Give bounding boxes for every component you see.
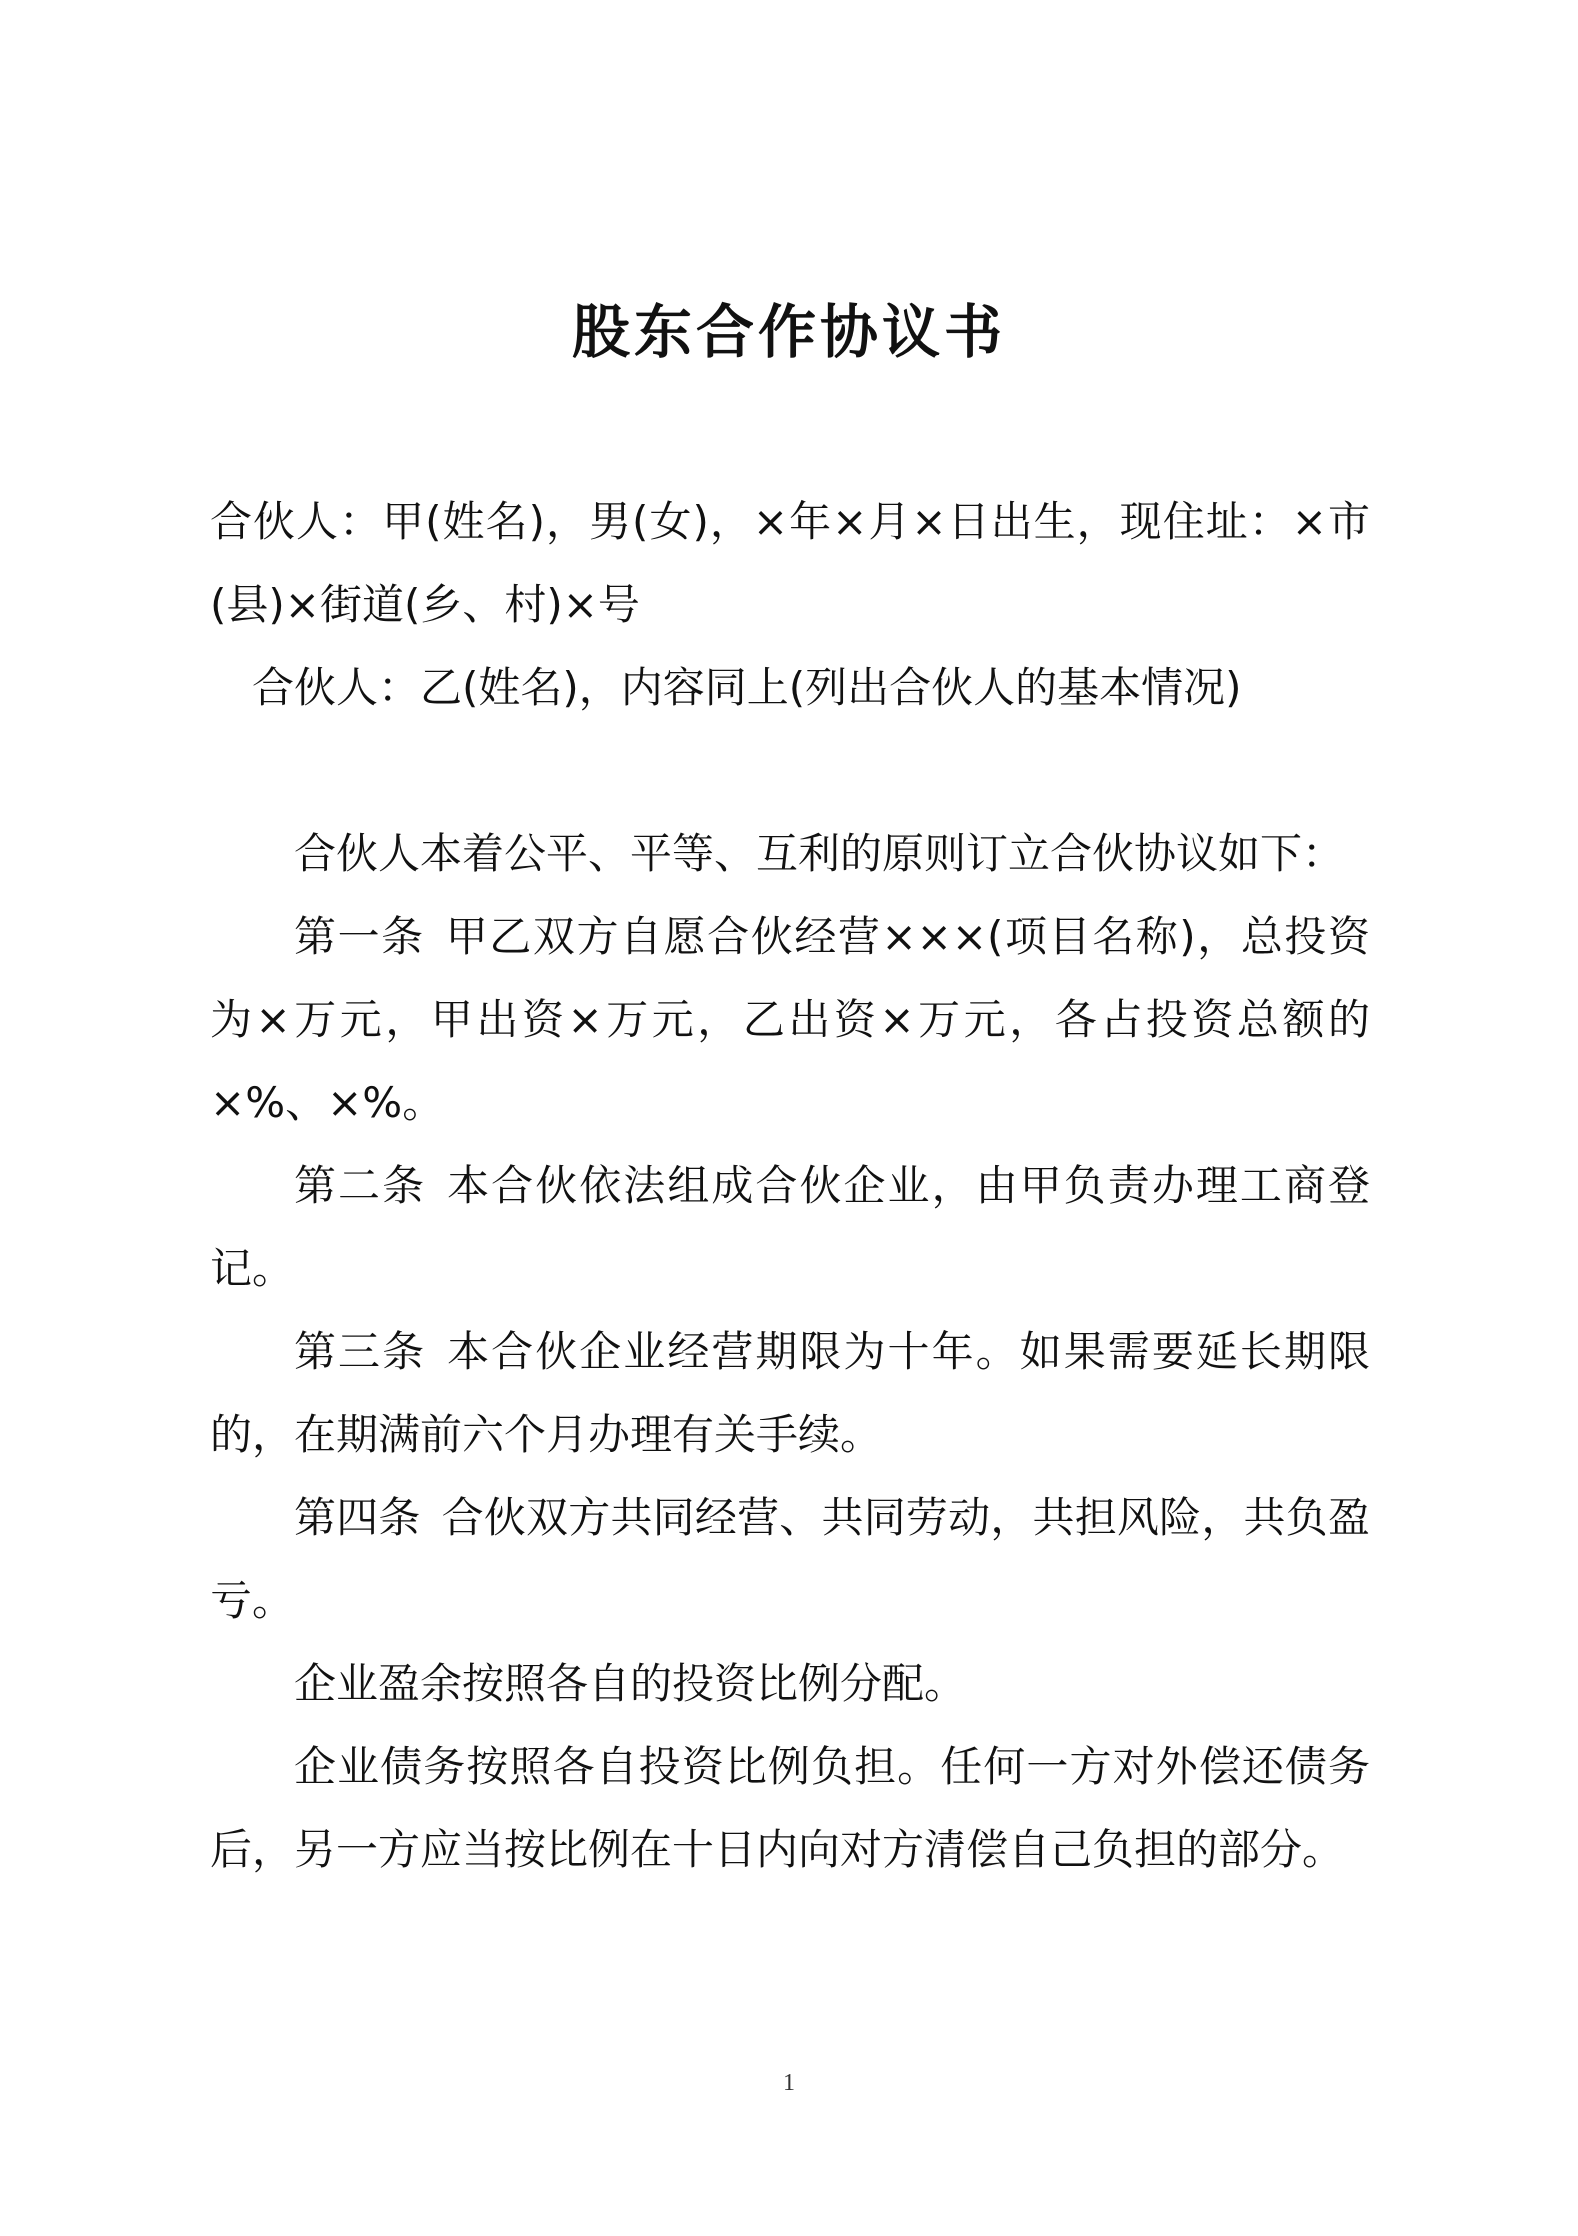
document-title: 股东合作协议书 bbox=[571, 298, 1006, 366]
article-2-label: 第二条 bbox=[294, 1161, 427, 1210]
article-3 bbox=[210, 1310, 1370, 1476]
article-3-label: 第三条 bbox=[294, 1327, 427, 1376]
article-2 bbox=[210, 1144, 1370, 1310]
article-4 bbox=[210, 1476, 1370, 1642]
article-2-text: 本合伙依法组成合伙企业，由甲负责办理工商登记。 bbox=[210, 1161, 1370, 1293]
article-1 bbox=[210, 895, 1370, 1144]
document-body bbox=[210, 480, 1370, 1891]
party-a: 合伙人：甲(姓名)，男(女)，×年×月×日出生，现住址：×市(县)×街道(乡、村)×号 bbox=[210, 497, 1370, 629]
article-3-text: 本合伙企业经营期限为十年。如果需要延长期限的，在期满前六个月办理有关手续。 bbox=[210, 1327, 1370, 1459]
preamble: 合伙人本着公平、平等、互利的原则订立合伙协议如下： bbox=[294, 829, 1345, 878]
clause-profit: 企业盈余按照各自的投资比例分配。 bbox=[294, 1659, 967, 1708]
page-number: 1 bbox=[783, 2070, 795, 2096]
party-b: 合伙人：乙(姓名)，内容同上(列出合伙人的基本情况) bbox=[252, 663, 1242, 712]
paragraph-spacer bbox=[210, 729, 1370, 812]
clause-debt: 企业债务按照各自投资比例负担。任何一方对外偿还债务后，另一方应当按比例在十日内向对方清偿自己负担的部分。 bbox=[210, 1742, 1370, 1874]
article-4-label: 第四条 bbox=[294, 1493, 421, 1542]
article-4-text: 合伙双方共同经营、共同劳动，共担风险，共负盈亏。 bbox=[210, 1493, 1370, 1625]
article-1-text: 甲乙双方自愿合伙经营×××(项目名称)，总投资为×万元，甲出资×万元，乙出资×万元，各占投资总额的×%、×%。 bbox=[210, 912, 1370, 1127]
article-1-label: 第一条 bbox=[294, 912, 425, 961]
